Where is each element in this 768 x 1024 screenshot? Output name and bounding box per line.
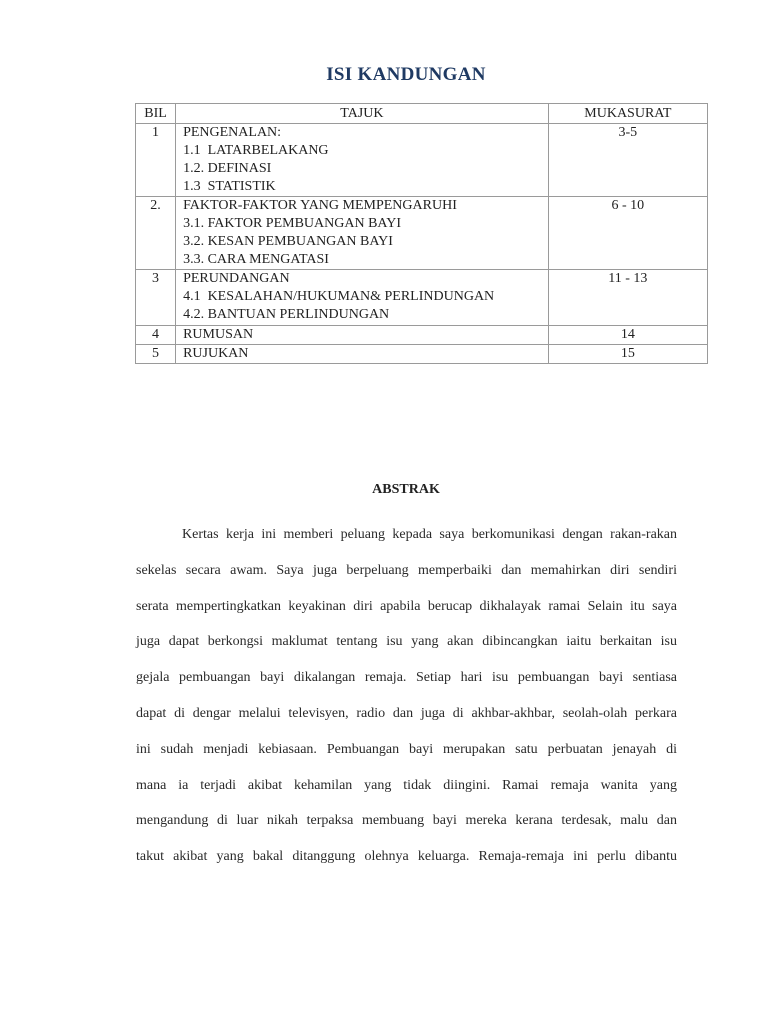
row-tajuk — [176, 124, 549, 197]
row-bil: 5 — [136, 345, 176, 364]
abstrak-title: ABSTRAK — [372, 482, 440, 497]
paragraph-line: Kertas kerja ini memberi peluang kepada saya berkomunikasi dengan rakan-rakan — [182, 527, 677, 542]
row-mukasurat: 14 — [548, 326, 707, 345]
row-tajuk — [176, 345, 549, 364]
row-tajuk — [176, 326, 549, 345]
header-tajuk: TAJUK — [176, 104, 549, 124]
tajuk-line: FAKTOR-FAKTOR YANG MEMPENGARUHI — [183, 198, 457, 213]
table-row — [136, 197, 708, 270]
row-bil: 4 — [136, 326, 176, 345]
table-row — [136, 270, 708, 326]
row-bil: 1 — [136, 124, 176, 197]
paragraph-line: mengandung di luar nikah terpaksa membuang bayi mereka kerana terdesak, malu dan — [136, 813, 677, 829]
header-mukasurat: MUKASURAT — [548, 104, 707, 124]
tajuk-line: 1.2. DEFINASI — [183, 161, 272, 176]
row-tajuk — [176, 270, 549, 326]
header-bil: BIL — [136, 104, 176, 124]
paragraph-line: dapat di dengar melalui televisyen, radio dan juga di akhbar-akhbar, seolah-olah perkara — [136, 705, 677, 721]
table-row — [136, 326, 708, 345]
tajuk-line: 1.3 STATISTIK — [183, 179, 276, 194]
tajuk-line: RUJUKAN — [183, 346, 249, 361]
tajuk-line: 3.1. FAKTOR PEMBUANGAN BAYI — [183, 216, 401, 231]
row-bil: 2. — [136, 197, 176, 270]
paragraph-line: gejala pembuangan bayi dikalangan remaja. Setiap hari isu pembuangan bayi sentiasa — [136, 670, 677, 686]
table-row — [136, 345, 708, 364]
paragraph-line: sekelas secara awam. Saya juga berpeluang memperbaiki dan memahirkan diri sendiri — [136, 562, 677, 578]
row-bil: 3 — [136, 270, 176, 326]
paragraph-line: mana ia terjadi akibat kehamilan yang tidak diingini. Ramai remaja wanita yang — [136, 777, 677, 793]
tajuk-line: 4.1 KESALAHAN/HUKUMAN& PERLINDUNGAN — [183, 289, 495, 304]
paragraph-line: takut akibat yang bakal ditanggung olehnya keluarga. Remaja-remaja ini perlu dibantu — [136, 849, 677, 865]
tajuk-line: 3.2. KESAN PEMBUANGAN BAYI — [183, 234, 393, 249]
toc-table — [135, 103, 708, 364]
tajuk-line: 3.3. CARA MENGATASI — [183, 252, 329, 267]
tajuk-line: 1.1 LATARBELAKANG — [183, 143, 329, 158]
tajuk-line: PERUNDANGAN — [183, 271, 290, 286]
toc-title: ISI KANDUNGAN — [326, 64, 486, 85]
tajuk-line: PENGENALAN: — [183, 125, 282, 140]
abstrak-paragraph — [136, 517, 677, 875]
row-mukasurat: 3-5 — [548, 124, 707, 197]
toc-header-row — [136, 104, 708, 124]
row-mukasurat: 11 - 13 — [548, 270, 707, 326]
row-mukasurat: 6 - 10 — [548, 197, 707, 270]
row-tajuk — [176, 197, 549, 270]
tajuk-line: 4.2. BANTUAN PERLINDUNGAN — [183, 307, 390, 322]
paragraph-line: serata mempertingkatkan keyakinan diri apabila berucap dikhalayak ramai Selain itu saya — [136, 598, 677, 614]
row-mukasurat: 15 — [548, 345, 707, 364]
tajuk-line: RUMUSAN — [183, 327, 254, 342]
paragraph-line: juga dapat berkongsi maklumat tentang isu yang akan dibincangkan iaitu berkaitan isu — [136, 634, 677, 650]
paragraph-line: ini sudah menjadi kebiasaan. Pembuangan bayi merupakan satu perbuatan jenayah di — [136, 741, 677, 757]
table-row — [136, 124, 708, 197]
